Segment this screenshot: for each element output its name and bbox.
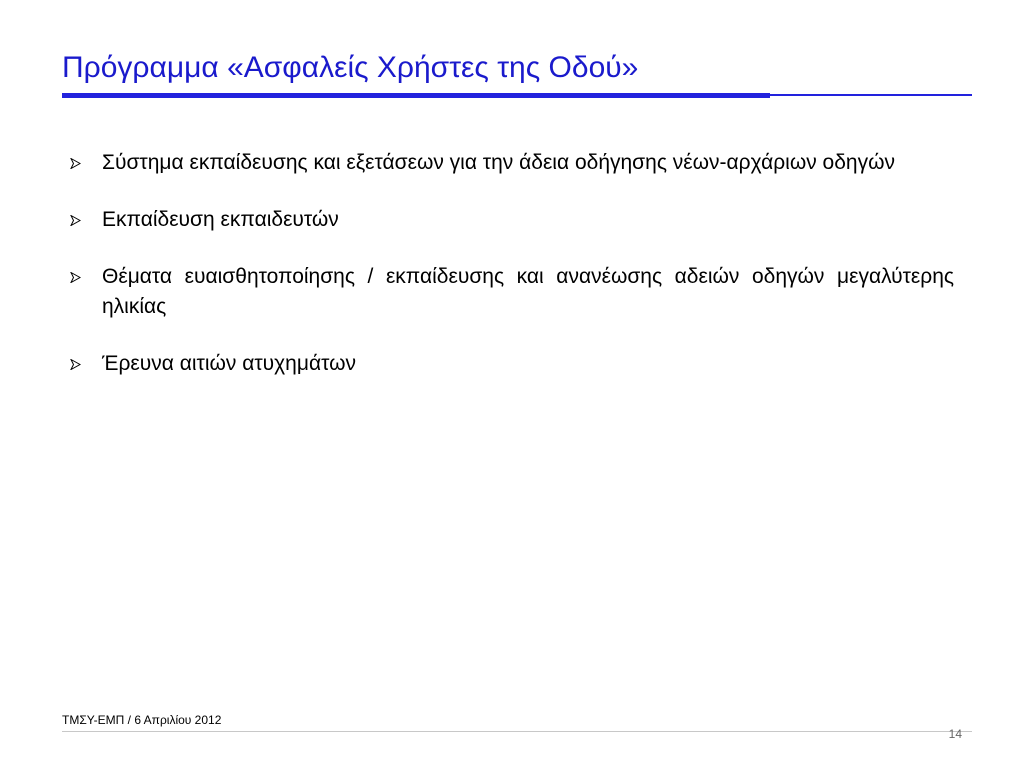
- bullet-text: Εκπαίδευση εκπαιδευτών: [102, 208, 339, 231]
- bullet-item: [70, 349, 954, 379]
- arrowhead-bullet-icon: [70, 205, 84, 235]
- bullet-item: [70, 262, 954, 322]
- title-underline-thick: [62, 93, 770, 98]
- footer-divider: [62, 731, 972, 732]
- bullet-list: [70, 148, 954, 406]
- arrowhead-bullet-icon: [70, 349, 84, 379]
- footer-source-date: ΤΜΣΥ-ΕΜΠ / 6 Απριλίου 2012: [62, 713, 222, 727]
- arrowhead-bullet-icon: [70, 262, 84, 292]
- bullet-text: Θέματα ευαισθητοποίησης / εκπαίδευσης και ανανέωσης αδειών οδηγών μεγαλύτερης ηλικίας: [102, 265, 954, 318]
- bullet-text: Έρευνα αιτιών ατυχημάτων: [102, 352, 356, 375]
- arrowhead-bullet-icon: [70, 148, 84, 178]
- bullet-text: Σύστημα εκπαίδευσης και εξετάσεων για την άδεια οδήγησης νέων-αρχάριων οδηγών: [102, 151, 895, 174]
- page-number: 14: [948, 727, 962, 741]
- title-underline-thin: [770, 94, 972, 96]
- slide-title: Πρόγραμμα «Ασφαλείς Χρήστες της Οδού»: [62, 51, 639, 84]
- bullet-item: [70, 205, 954, 235]
- bullet-item: [70, 148, 954, 178]
